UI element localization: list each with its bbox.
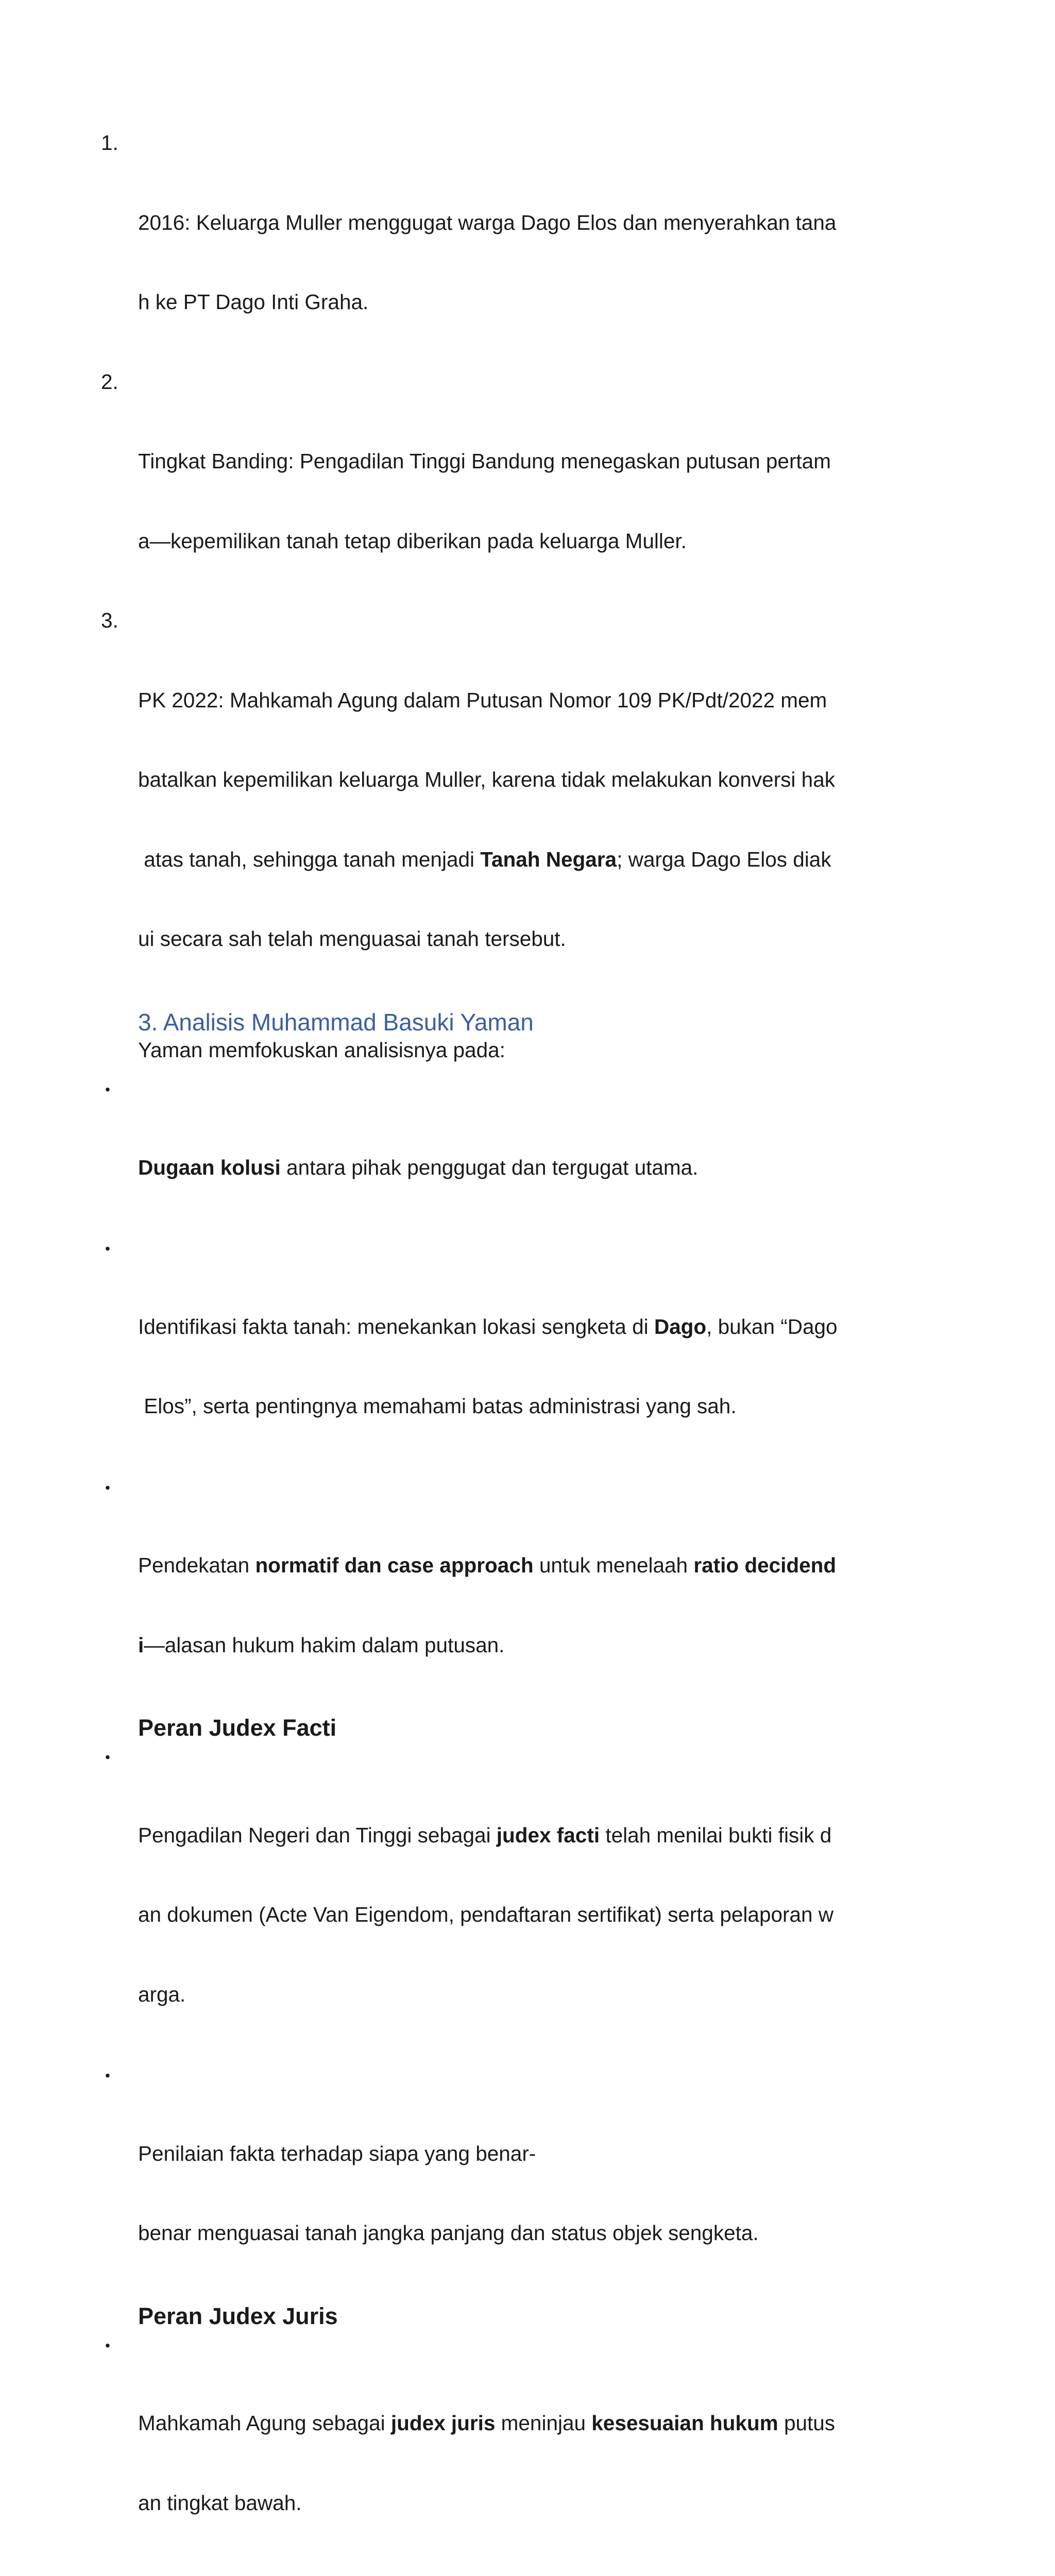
list-item — [98, 2569, 922, 2576]
list-number: 2. — [101, 369, 118, 394]
list-item: • Identifikasi fakta tanah: menekankan lokasi sengketa di Dago, bukan “Dago Elos”, serta pentingnya memahami batas administrasi yang sah. — [98, 1234, 922, 1473]
bullet-icon: • — [105, 1241, 110, 1257]
bullet-icon: • — [105, 1479, 110, 1496]
bullet-icon: • — [105, 2067, 110, 2083]
list-item: 2. Tingkat Banding: Pengadilan Tinggi Bandung menegaskan putusan pertam a—kepemilikan tanah tetap diberikan pada keluarga Muller. — [101, 369, 831, 553]
list-number: 3. — [101, 608, 118, 632]
document-content — [98, 130, 922, 2576]
subsection-heading: Peran Judex Facti — [138, 1715, 337, 1741]
list-item: 3. PK 2022: Mahkamah Agung dalam Putusan Nomor 109 PK/Pdt/2022 mem batalkan kepemilikan keluarga Muller, karena tidak melakukan konversi hak atas tanah, sehingga tanah menjadi Tanah Negara; warga Dago Elos diak ui secara sah telah menguasai tanah tersebut. — [101, 608, 835, 951]
bullet-icon: • — [105, 1081, 110, 1097]
bullet-icon: • — [105, 1749, 110, 1765]
list-item: • Penilaian fakta terhadap siapa yang benar- benar menguasai tanah jangka panjang dan status objek sengketa. — [98, 2061, 922, 2300]
list-item: • Pengadilan Negeri dan Tinggi sebagai judex facti telah menilai bukti fisik d an dokumen (Acte Van Eigendom, pendaftaran sertifikat) serta pelaporan w arga. — [98, 1742, 922, 2061]
list-number: 1. — [101, 131, 118, 155]
section-heading: 3. Analisis Muhammad Basuki Yaman — [138, 1008, 534, 1036]
bullet-icon: • — [105, 2337, 110, 2353]
bullet-icon — [105, 2571, 136, 2576]
section-intro: Yaman memfokuskan analisisnya pada: — [138, 1038, 505, 1062]
list-item: 1. 2016: Keluarga Muller menggugat warga Dago Elos dan menyerahkan tana h ke PT Dago Inti Graha. — [101, 131, 837, 314]
list-item: • Dugaan kolusi antara pihak penggugat dan tergugat utama. — [98, 1075, 922, 1234]
list-item: • Pendekatan normatif dan case approach untuk menelaah ratio decidend i—alasan hukum hakim dalam putusan. — [98, 1473, 922, 1712]
subsection-heading: Peran Judex Juris — [138, 2302, 338, 2329]
list-item: • Mahkamah Agung sebagai judex juris meninjau kesesuaian hukum putus an tingkat bawah. — [98, 2331, 922, 2570]
